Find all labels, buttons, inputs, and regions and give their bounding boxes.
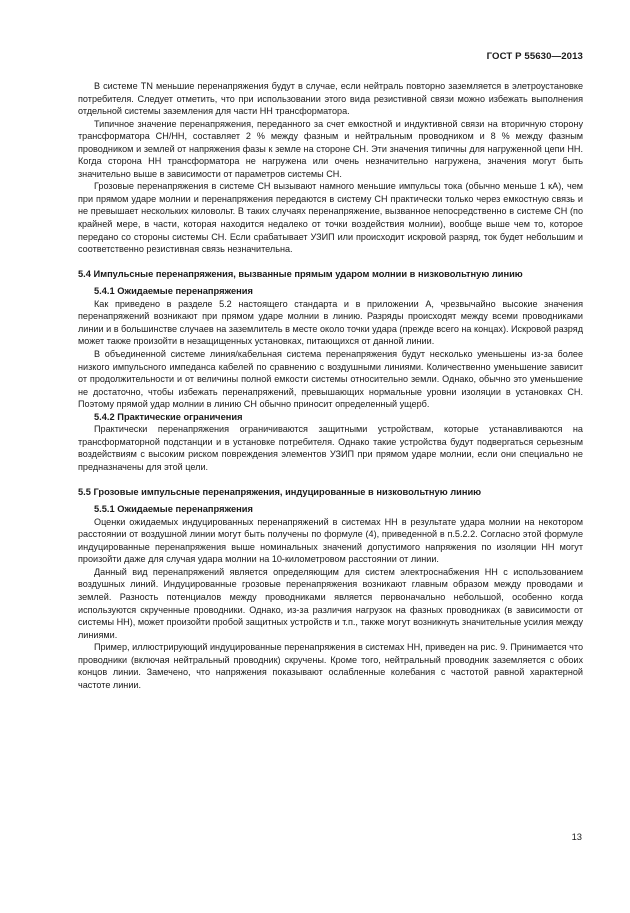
document-body (78, 80, 583, 691)
paragraph: Грозовые перенапряжения в системе СН вызывают намного меньшие импульсы тока (обычно меньше 1 кА), чем при прямом ударе молнии и перенапряжения передаются в систему СН практически только через емкостную связь и не превышает нескольких киловольт. В таких случаях перенапряжение, вызванное непосредственно в системе СН (по крайней мере, в части, которая находится недалеко от точки воздействия молнии), вообще выше чем то, которое передано со стороны системы СН. Если срабатывает УЗИП или происходит искровой разряд, ток будет небольшим и соответственно резистивная связь незначительна. (78, 181, 583, 255)
standard-header: ГОСТ Р 55630—2013 (486, 51, 583, 62)
subsection-heading-5-4-2: 5.4.2 Практические ограничения (94, 411, 243, 422)
paragraph: Оценки ожидаемых индуцированных перенапряжений в системах НН в результате удара молнии на некотором расстоянии от воздушной линии могут быть получены по формуле (4), приведенной в п.5.2.2. Согласно этой формуле индуцированные перенапряжения выше номинальных значений допустимого напряжения по изоляции НН могут произойти даже для случая удара молнии на 10-километровом расстоянии от линии. (78, 516, 583, 565)
paragraph: В объединенной системе линия/кабельная система перенапряжения будут несколько уменьшены из-за более низкого импульсного импеданса кабелей по сравнению с воздушными линиями. Количественно уменьшение зависит от продолжительности и от величины полной емкости системы относительно земли. Однако, обычно это уменьшение не достаточно, чтобы избежать перенапряжений, превышающих нормальные уровни изоляции в установках СН. Поэтому прямой удар молнии в линию СН обычно приносит определенный ущерб. (78, 349, 583, 410)
subsection-heading-5-4-1: 5.4.1 Ожидаемые перенапряжения (94, 286, 253, 297)
paragraph: Данный вид перенапряжений является определяющим для систем электроснабжения НН с использованием воздушных линий. Индуцированные грозовые перенапряжения возникают главным образом между проводами и землей. Разность потенциалов между проводниками является первоначально небольшой, особенно когда используются скрученные проводники. Однако, из-за различия нагрузок на фазных проводниках (в зависимости от системы НН), может произойти пробой защитных устройств и т.п., также могут возникнуть значительные усилия между линиями. (78, 566, 583, 640)
page-number: 13 (571, 831, 582, 842)
paragraph: Практически перенапряжения ограничиваются защитными устройствам, которые устанавливаются на трансформаторной подстанции и в установке потребителя. Однако такие устройства будут подвергаться серьезным воздействиям с высоким риском повреждения элементов УЗИП при прямом ударе молнии, если они специально не предназначены для этой цели. (78, 424, 583, 472)
paragraph: Типичное значение перенапряжения, переданного за счет емкостной и индуктивной связи на вторичную сторону трансформатора СН/НН, составляет 2 % между фазным и нейтральным проводником и 8 % между фазным проводником и землей от напряжения фазы к земле на стороне СН. Эти значения типичны для нагруженной цепи НН. Когда сторона НН трансформатора не нагружена или очень незначительно нагружена, значения могут быть значительно выше в зависимости от параметров системы СН. (78, 118, 583, 179)
paragraph: Пример, иллюстрирующий индуцированные перенапряжения в системах НН, приведен на рис. 9. Принимается что проводники (включая нейтральный проводник) скручены. Кроме того, нейтральный проводник заземляется с обоих концов линии. Замечено, что напряжения показывают ослабленные колебания с частотой равной характерной частоте линии. (78, 642, 583, 690)
section-heading-5-5: 5.5 Грозовые импульсные перенапряжения, индуцированные в низковольтную линию (78, 486, 482, 497)
paragraph: В системе TN меньшие перенапряжения будут в случае, если нейтраль повторно заземляется в элетроустановке потребителя. Следует отметить, что при использовании этого вида резистивной связи можно избежать выполнения отдельной системы заземления для части НН трансформатора. (78, 81, 583, 117)
section-heading-5-4: 5.4 Импульсные перенапряжения, вызванные прямым ударом молнии в низковольтную линию (78, 268, 523, 279)
subsection-heading-5-5-1: 5.5.1 Ожидаемые перенапряжения (94, 504, 253, 515)
paragraph: Как приведено в разделе 5.2 настоящего стандарта и в приложении А, чрезвычайно высокие значения перенапряжений возникают при прямом ударе молнии в линию. Разряды происходят между всеми проводниками линии и в большинстве случаев на заземлитель в месте около точки удара (прежде всего на концах). Искровой разряд может также произойти в незащищенных установках, питающихся от данной линии. (78, 298, 583, 347)
